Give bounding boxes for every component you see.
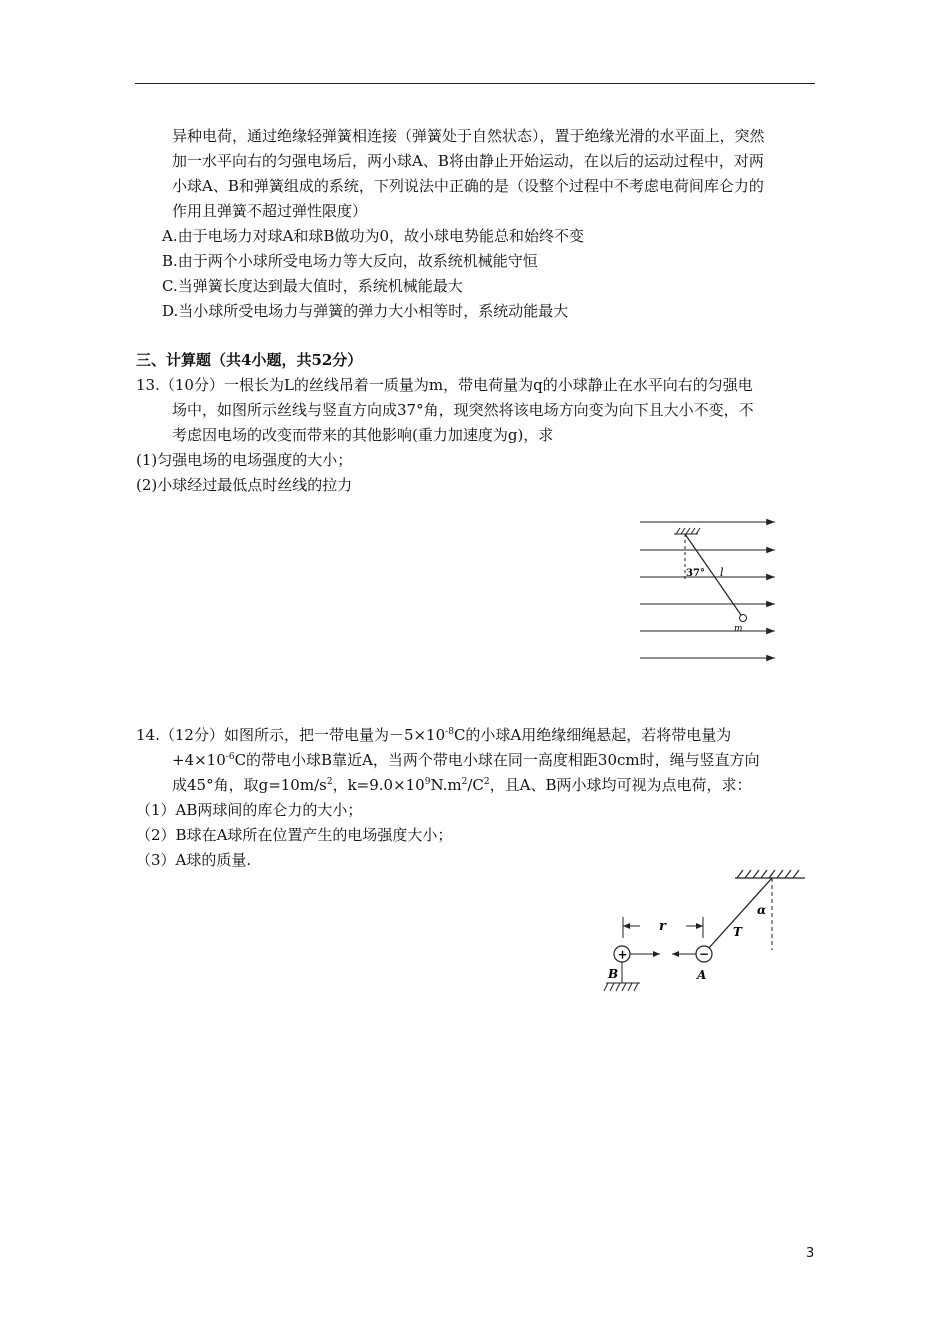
q14-line-3-d: /C (467, 776, 484, 794)
q12-option-b: B.由于两个小球所受电场力等大反向，故系统机械能守恒 (162, 252, 538, 270)
q14-line-2 (172, 750, 760, 770)
q14-line-2-b: C的带电小球B靠近A，当两个带电小球在同一高度相距30cm时，绳与竖直方向 (234, 751, 760, 769)
q14-line-3-exp4: 2 (483, 777, 490, 787)
q14-part-3: （3）A球的质量. (136, 851, 252, 869)
q14-line-1 (136, 725, 731, 745)
q14-line-1-a: 14.（12分）如图所示，把一带电量为－5×10 (136, 726, 446, 744)
q13-part-2: (2)小球经过最低点时丝线的拉力 (136, 476, 353, 494)
q13-line-3: 考虑因电场的改变而带来的其他影响(重力加速度为g)，求 (172, 426, 554, 444)
q14-line-3-exp3: 2 (461, 777, 468, 787)
mass-label: m (734, 624, 743, 634)
length-label: l (720, 566, 724, 579)
q14-line-3-a: 成45°角，取g=10m/s (172, 776, 327, 794)
distance-label: r (659, 919, 666, 934)
ball-b-label: B (608, 967, 619, 981)
q14-line-3-c: N.m (430, 776, 462, 794)
minus-sign: − (699, 947, 710, 961)
q14-line-2-a: +4×10 (172, 751, 226, 769)
q12-line-2: 加一水平向右的匀强电场后，两小球A、B将由静止开始运动，在以后的运动过程中，对两 (172, 152, 764, 170)
angle-label: 37° (686, 568, 705, 579)
q12-option-d: D.当小球所受电场力与弹簧的弹力大小相等时，系统动能最大 (162, 302, 569, 320)
q13-line-1: 13.（10分）一根长为L的丝线吊着一质量为m，带电荷量为q的小球静止在水平向右的匀强电 (136, 376, 753, 394)
q12-line-4: 作用且弹簧不超过弹性限度） (172, 202, 368, 220)
q14-line-3-b: ，k=9.0×10 (332, 776, 425, 794)
q13-figure (630, 510, 790, 670)
q14-line-1-exp: -8 (445, 727, 454, 737)
q14-line-3-e: ，且A、B两小球均可视为点电荷，求： (489, 776, 752, 794)
ceiling-hatch (735, 870, 805, 878)
q14-part-2: （2）B球在A球所在位置产生的电场强度大小； (136, 826, 453, 844)
header-rule (135, 83, 815, 84)
q12-option-a: A.由于电场力对球A和球B做功为0，故小球电势能总和始终不变 (162, 227, 585, 245)
q14-line-2-exp: -6 (225, 752, 235, 762)
q14-line-3-exp2: 9 (424, 777, 431, 787)
section-heading: 三、计算题（共4小题，共52分） (136, 351, 363, 369)
q14-line-3 (172, 775, 752, 795)
ball-a-label: A (697, 968, 707, 982)
ceiling-hatch (674, 528, 700, 534)
alpha-label: α (757, 903, 767, 917)
q12-line-1: 异种电荷，通过绝缘轻弹簧相连接（弹簧处于自然状态），置于绝缘光滑的水平面上，突然 (172, 127, 765, 145)
q13-part-1: (1)匀强电场的电场强度的大小； (136, 451, 353, 469)
q14-line-1-b: C的小球A用绝缘细绳悬起，若将带电量为 (453, 726, 732, 744)
q14-line-3-exp1: 2 (326, 777, 333, 787)
q12-line-3: 小球A、B和弹簧组成的系统，下列说法中正确的是（设整个过程中不考虑电荷间库仑力的 (172, 177, 764, 195)
q13-line-2: 场中，如图所示丝线与竖直方向成37°角，现突然将该电场方向变为向下且大小不变，不 (172, 401, 754, 419)
ground-hatch (604, 983, 640, 991)
q14-figure (600, 862, 815, 997)
q12-option-c: C.当弹簧长度达到最大值时，系统机械能最大 (162, 277, 463, 295)
page-number: 3 (806, 1246, 815, 1261)
charged-ball (740, 615, 747, 622)
tension-label: T (733, 925, 742, 939)
plus-sign: + (617, 947, 628, 962)
q14-part-1: （1）AB两球间的库仑力的大小； (136, 801, 363, 819)
